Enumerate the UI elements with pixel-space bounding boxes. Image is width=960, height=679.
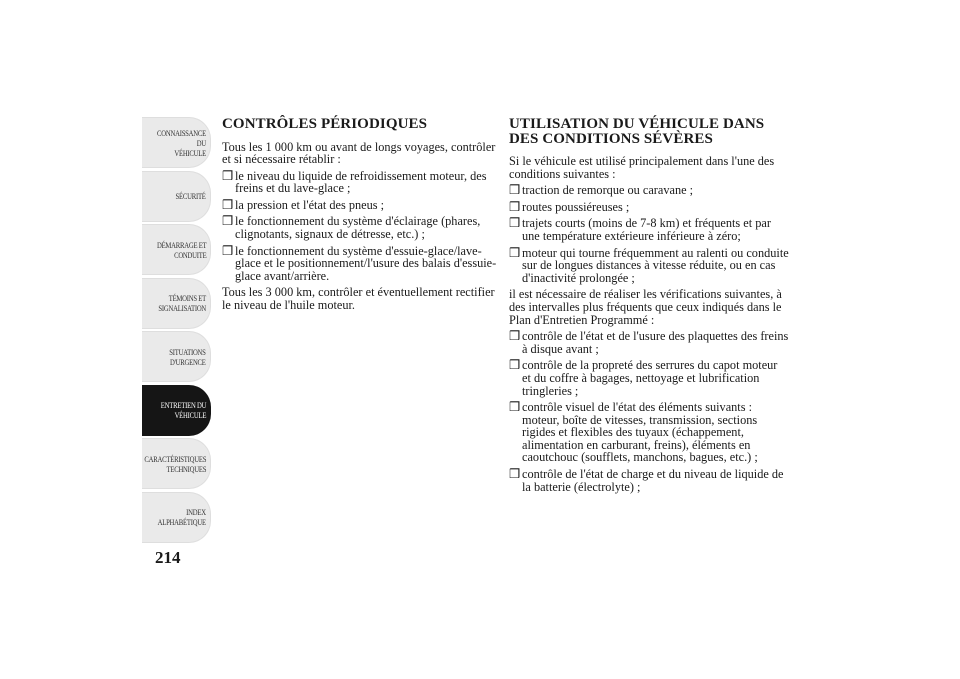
- tab-securite[interactable]: [142, 171, 211, 222]
- list-item: ❒ contrôle de l'état et de l'usure des plaquettes des freins à disque avant ;: [509, 329, 789, 356]
- tab-label: INDEX ALPHABÉTIQUE: [157, 507, 206, 527]
- conditions-list: [509, 184, 789, 284]
- checkbox-bullet-icon: ❒: [509, 329, 521, 344]
- list-item: ❒ routes poussiéreuses ;: [509, 199, 630, 214]
- list-item: ❒ le niveau du liquide de refroidissement moteur, des freins et du lave-glace ;: [222, 168, 487, 196]
- page-number: 214: [155, 548, 181, 567]
- list-item: ❒ moteur qui tourne fréquemment au ralenti ou conduite sur de longues distances à vitesse réduite, ou en cas d'inactivité prolongée ;: [509, 245, 789, 285]
- checkbox-bullet-icon: ❒: [222, 214, 234, 229]
- tab-entretien-du-vehicule[interactable]: [142, 385, 211, 436]
- check-list: [222, 170, 497, 283]
- checkbox-bullet-icon: ❒: [509, 199, 521, 214]
- tab-index-alphabetique[interactable]: [142, 492, 211, 543]
- tab-connaissance-du-vehicule[interactable]: [142, 117, 211, 168]
- list-item: ❒ contrôle de l'état de charge et du niveau de liquide de la batterie (électrolyte) ;: [509, 467, 784, 494]
- checkbox-bullet-icon: ❒: [509, 183, 521, 198]
- checkbox-bullet-icon: ❒: [509, 400, 521, 415]
- tab-label: DÉMARRAGE ET CONDUITE: [156, 239, 206, 260]
- checkbox-bullet-icon: ❒: [509, 216, 521, 231]
- checks-list: [509, 330, 789, 493]
- tab-label: SÉCURITÉ: [175, 191, 206, 201]
- checkbox-bullet-icon: ❒: [509, 358, 521, 373]
- tab-temoins-et-signalisation[interactable]: [142, 278, 211, 329]
- tab-label: CONNAISSANCE DU VÉHICULE: [157, 127, 206, 158]
- checkbox-bullet-icon: ❒: [509, 245, 521, 260]
- list-item: ❒ trajets courts (moins de 7-8 km) et fréquents et par une température extérieure inférieure à zéro;: [509, 216, 771, 243]
- severe-conditions-section: [509, 117, 789, 497]
- tab-label: TÉMOINS ET SIGNALISATION: [158, 293, 206, 313]
- checkbox-bullet-icon: ❒: [222, 197, 234, 212]
- section-title: CONTRÔLES PÉRIODIQUES: [222, 116, 428, 132]
- list-item: ❒ la pression et l'état des pneus ;: [222, 197, 385, 212]
- tab-label: ENTRETIEN DU VÉHICULE: [160, 400, 206, 420]
- list-item: ❒ traction de remorque ou caravane ;: [509, 183, 694, 198]
- list-item: ❒ contrôle de la propreté des serrures du capot moteur et du coffre à bagages, nettoyage et lubrification tringleries ;: [509, 358, 778, 398]
- outro-paragraph: Tous les 3 000 km, contrôler et éventuellement rectifier le niveau de l'huile moteur.: [222, 285, 495, 313]
- list-item: ❒ le fonctionnement du système d'essuie-glace/lave-glace et le positionnement/l'usure des balais d'essuie-glace avant/arrière.: [222, 243, 497, 283]
- tab-label: SITUATIONS D'URGENCE: [169, 346, 206, 367]
- tab-label: CARACTÉRISTIQUES TECHNIQUES: [144, 453, 206, 474]
- checkbox-bullet-icon: ❒: [222, 168, 234, 183]
- tab-caracteristiques-techniques[interactable]: [142, 438, 211, 489]
- periodic-checks-section: [222, 117, 497, 316]
- intro-paragraph: Tous les 1 000 km ou avant de longs voyages, contrôler et si nécessaire rétablir :: [222, 139, 496, 167]
- tab-demarrage-et-conduite[interactable]: [142, 224, 211, 275]
- list-item: ❒ le fonctionnement du système d'éclairage (phares, clignotants, signaux de détresse, etc.) ;: [222, 214, 481, 242]
- tab-situations-d-urgence[interactable]: [142, 331, 211, 382]
- section-title: UTILISATION DU VÉHICULE DANS DES CONDITIONS SÉVÈRES: [509, 116, 765, 147]
- chapter-tabs: [142, 117, 211, 545]
- checkbox-bullet-icon: ❒: [509, 467, 521, 482]
- middle-paragraph: il est nécessaire de réaliser les vérifications suivantes, à des intervalles plus fréquents que ceux indiqués dans le Plan d'Entretien Programmé :: [509, 287, 782, 327]
- list-item: ❒ contrôle visuel de l'état des éléments suivants : moteur, boîte de vitesses, transmission, sections rigides et flexibles des tuyaux (échappement, alimentation en carburant, freins), éléments en caoutchouc (soufflets, manchons, bagues, etc.) ;: [509, 400, 758, 465]
- checkbox-bullet-icon: ❒: [222, 243, 234, 258]
- intro-paragraph: Si le véhicule est utilisé principalement dans l'une des conditions suivantes :: [509, 154, 775, 181]
